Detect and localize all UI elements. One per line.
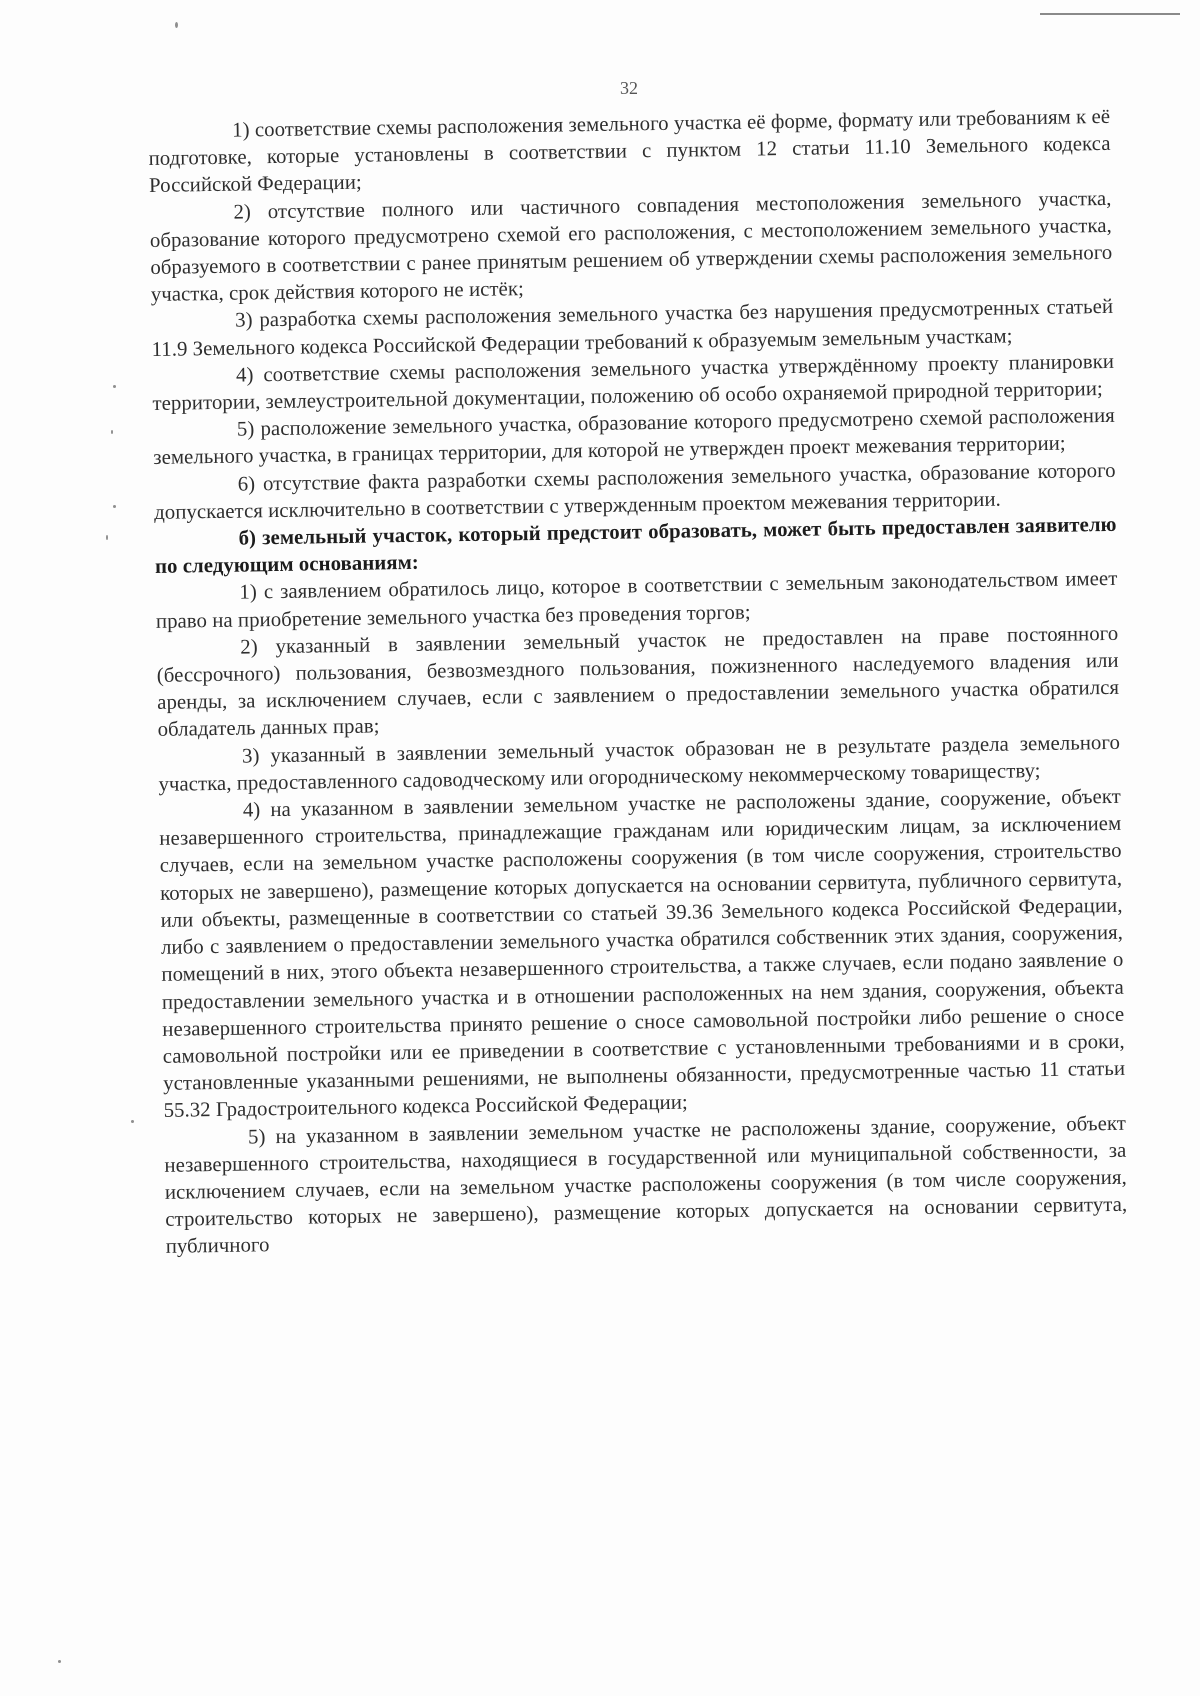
scan-speck <box>131 1120 134 1123</box>
paragraph-6: 6) отсутствие факта разработки схемы расположения земельного участка, образование которого допускается исключительно в соответствии с утвержденным проектом межевания территории. <box>154 458 1116 524</box>
scan-speck <box>106 535 108 540</box>
paragraph-b5: 5) на указанном в заявлении земельном участке не расположены здание, сооружение, объект незавершенного строительства, находящиеся в государственной или муниципальной собственности, за исключением случаев, если на земельном участке расположены сооружения (в том числе сооружения, строительство которых не завершено), размещение которых допускается на основании сервитута, публичного <box>164 1111 1128 1259</box>
page-number: 32 <box>620 78 638 98</box>
scan-speck <box>113 505 116 508</box>
paragraph-5: 5) расположение земельного участка, образование которого предусмотрено схемой расположения земельного участка, в границах территории, для которой не утвержден проект межевания территории; <box>153 404 1115 470</box>
paragraph-1: 1) соответствие схемы расположения земельного участка её форме, формату или требованиям к её подготовке, которые установлены в соответствии с пунктом 12 статьи 11.10 Земельного кодекса Российской Федерации; <box>148 104 1111 198</box>
scan-speck <box>113 385 116 388</box>
scan-speck <box>175 22 178 28</box>
document-body <box>148 103 1128 1261</box>
paragraph-3: 3) разработка схемы расположения земельного участка без нарушения предусмотренных статьей 11.9 Земельного кодекса Российской Федерации требований к образуемым земельным участкам; <box>151 295 1114 361</box>
top-edge-line <box>1040 13 1180 15</box>
paragraph-4: 4) соответствие схемы расположения земельного участка утверждённому проекту планировки территории, землеустроительной документации, положению об особо охраняемой природной территории; <box>152 349 1115 415</box>
section-heading-b: б) земельный участок, который предстоит образовать, может быть предоставлен заявителю по следующим основаниям: <box>154 512 1117 579</box>
paragraph-2: 2) отсутствие полного или частичного совпадения местоположения земельного участка, образование которого предусмотрено схемой его расположения, с местоположением земельного участка, образуемого в соответствии с ранее принятым решением об утверждении схемы расположения земельного участка, срок действия которого не истёк; <box>149 186 1113 307</box>
paragraph-b3: 3) указанный в заявлении земельный участок образован не в результате раздела земельного участка, предоставленного садоводческому или огородническому некоммерческому товариществу; <box>158 730 1121 796</box>
scan-speck <box>111 430 113 434</box>
paragraph-b1: 1) с заявлением обратилось лицо, которое в соответствии с земельным законодательством имеет право на приобретение земельного участка без проведения торгов; <box>155 567 1118 633</box>
scan-speck <box>58 1660 61 1663</box>
paragraph-b4: 4) на указанном в заявлении земельном участке не расположены здание, сооружение, объект незавершенного строительства, принадлежащие гражданам или юридическим лицам, за исключением случаев, если на земельном участке расположены сооружения (в том числе сооружения, строительство которых не завершено), размещение которых допускается на основании сервитута, публичного сервитута, или объекты, размещенные в соответствии со статьей 39.36 Земельного кодекса Российской Федерации, либо с заявлением о предоставлении земельного участка обратился собственник этих здания, сооружения, помещений в них, этого объекта незавершенного строительства, а также случаев, если подано заявление о предоставлении земельного участка и в отношении расположенных на нем здания, сооружения, объекта незавершенного строительства принято решение о сносе самовольной постройки либо решение о сносе самовольной постройки или ее приведении в соответствие с установленными требованиями и в сроки, установленные указанными решениями, не выполнены обязанности, предусмотренные частью 11 статьи 55.32 Градостроительного кодекса Российской Федерации; <box>159 784 1126 1123</box>
paragraph-b2: 2) указанный в заявлении земельный участок не предоставлен на праве постоянного (бессрочного) пользования, безвозмездного пользования, пожизненного наследуемого владения или аренды, за исключением случаев, если с заявлением о предоставлении земельного участка обратился обладатель данных прав; <box>156 621 1120 742</box>
